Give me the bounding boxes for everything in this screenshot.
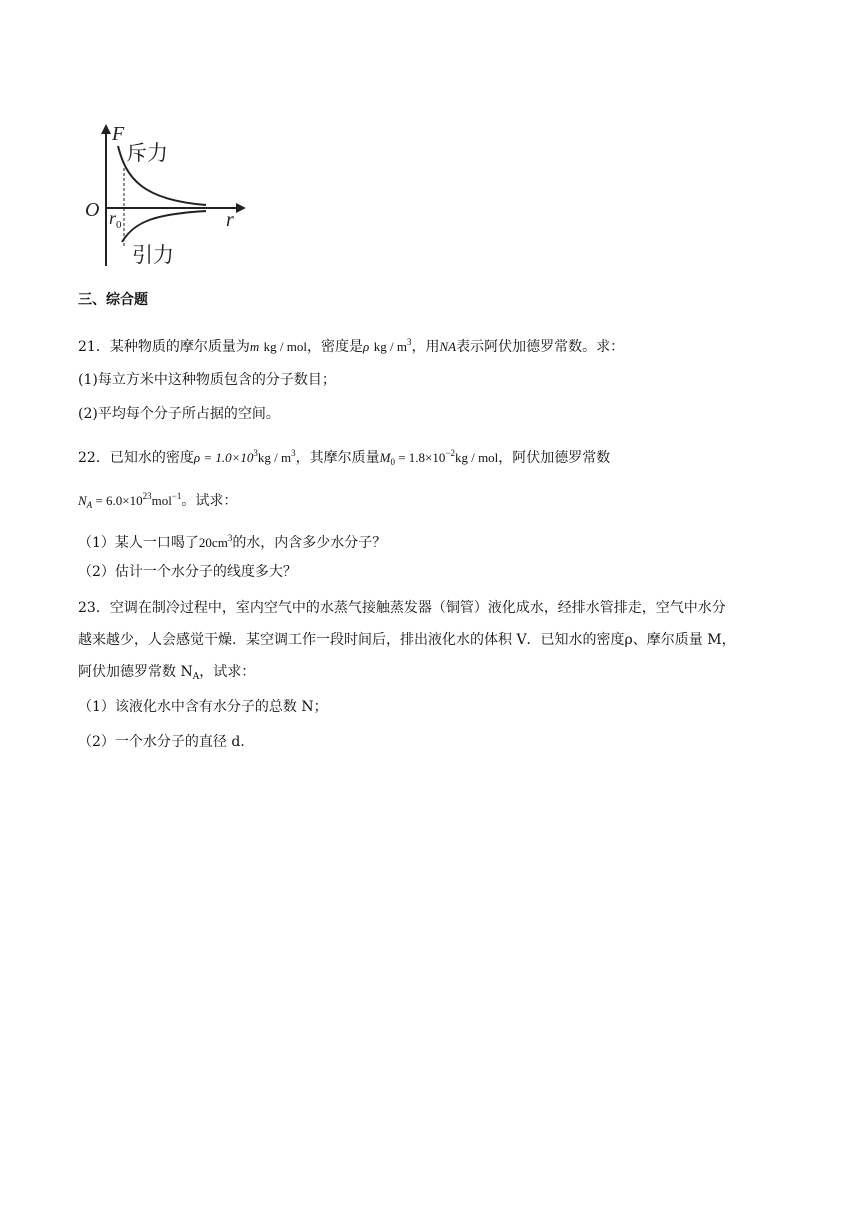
q21-text-4: 表示阿伏加德罗常数。求： (456, 339, 625, 355)
q22-sub1: （1）某人一口喝了$20cm^3$的水，内含多少水分子？ (78, 533, 387, 551)
q21-stem (78, 332, 624, 357)
f-axis-label: F (112, 123, 125, 145)
q21-text-1: 21．某种物质的摩尔质量为 (78, 339, 250, 355)
q22-na-line (78, 486, 237, 515)
origin-label: O (85, 199, 100, 221)
q22-text-3: ，阿伏加德罗常数 (498, 450, 611, 466)
q22-text-2: ，其摩尔质量 (295, 450, 380, 466)
q21-unit2: kg / $m^3$ (373, 337, 412, 354)
repulsion-label: 斥力 (126, 141, 168, 165)
q21-text-2: ，密度是 (307, 339, 364, 355)
q22-na-eq: $N_A = 6.0\times 10^{23}mol^{-1}$ (78, 491, 182, 510)
section-title: 三、综合题 (78, 292, 148, 308)
force-distance-figure (82, 118, 262, 270)
q23-line3: 阿伏加德罗常数 $N_A$，试求： (78, 664, 256, 682)
q22-text-1: 22．已知水的密度 (78, 450, 194, 466)
q23-sub1: （1）该液化水中含有水分子的总数 N； (78, 699, 328, 715)
r-axis-label: r (226, 209, 234, 231)
q21-rho: ρ (363, 339, 370, 354)
attraction-label: 引力 (132, 243, 174, 267)
q21-na: NA (439, 339, 457, 354)
r-axis-arrow (236, 203, 246, 213)
q23-line2: 越来越少，人会感觉干燥．某空调工作一段时间后，排出液化水的体积 V．已知水的密度ρ、摩尔质量 M， (78, 632, 736, 648)
q22-rho-eq: $\rho = 1.0\times 10^3kg / m^3$ (193, 448, 296, 465)
q22-sub2: （2）估计一个水分子的线度多大？ (78, 564, 297, 580)
f-axis-arrow (101, 124, 111, 134)
q22-m0-eq: $M_0 = 1.8\times 10^{-2}kg$ / mol (379, 448, 499, 467)
r0-label: $r_0$ (109, 208, 122, 231)
q23-sub2: （2）一个水分子的直径 d． (78, 734, 255, 750)
q21-sub1: (1)每立方米中这种物质包含的分子数目； (78, 372, 336, 388)
q23-line1: 23．空调在制冷过程中，室内空气中的水蒸气接触蒸发器（铜管）液化成水，经排水管排走，空气中水分 (78, 600, 726, 616)
q21-sub2: (2)平均每个分子所占据的空间。 (78, 406, 280, 422)
q21-unit1: kg / mol (263, 339, 308, 354)
q21-m: m (249, 339, 260, 354)
attraction-curve (122, 211, 206, 242)
q22-stem (78, 443, 610, 472)
q21-text-3: ，用 (411, 339, 440, 355)
q22-text-4: 。试求： (181, 493, 238, 509)
